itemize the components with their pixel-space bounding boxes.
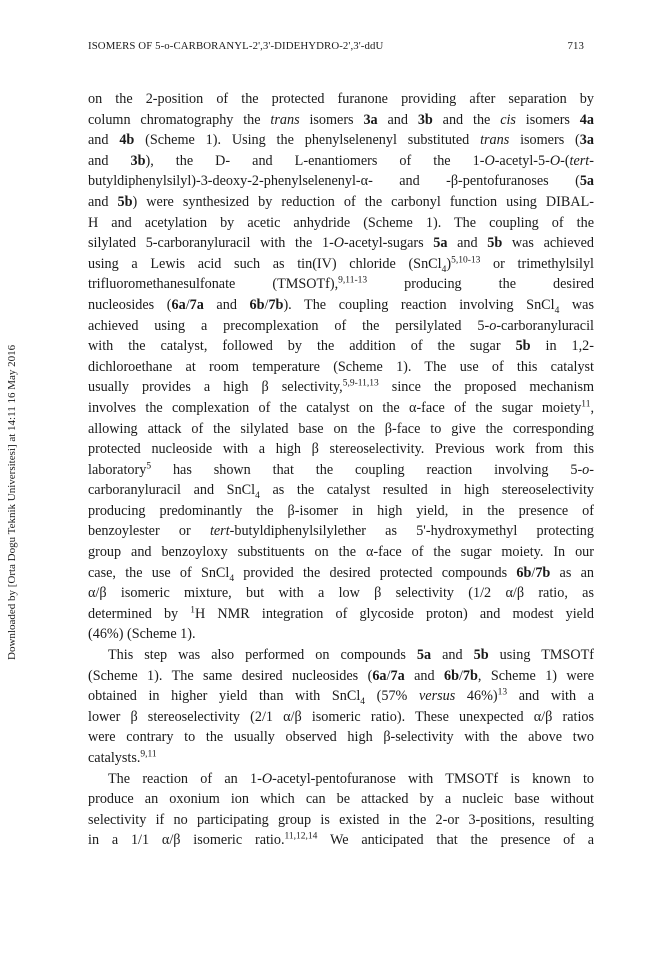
text-line: (Scheme 1). The same desired nucleosides (6a/7a and 6b/7b, Scheme 1) were [88,667,594,684]
text-line: benzoylester or tert-butyldiphenylsilylether as 5'-hydroxymethyl protecting [88,523,594,540]
running-title: ISOMERS OF 5-o-CARBORANYL-2',3'-DIDEHYDRO-2',3'-ddU [88,40,384,52]
text-line: α/β isomeric mixture, but with a low β selectivity (1/2 α/β ratio, as [88,585,594,602]
text-line: were contrary to the usually observed high β-selectivity with the above two [88,729,594,746]
text-line: The reaction of an 1-O-acetyl-pentofuranose with TMSOTf is known to [108,770,594,787]
text-line: obtained in higher yield than with SnCl$_4$ (57% versus 46%)$^{13}$ and with a [88,687,594,708]
text-line: nucleosides (6a/7a and 6b/7b). The coupling reaction involving SnCl$_4$ was [88,296,594,316]
text-line: silylated 5-carboranyluracil with the 1-O-acetyl-sugars 5a and 5b was achieved [88,235,594,252]
text-line: column chromatography the trans isomers 3a and 3b and the cis isomers 4a [88,111,594,128]
text-line: involves the complexation of the catalyst on the α-face of the sugar moiety$^{11}$, [88,399,594,416]
text-line: and 4b (Scheme 1). Using the phenylselenenyl substituted trans isomers (3a [88,132,594,149]
text-line: allowing attack of the silylated base on the β-face to give the corresponding [88,420,594,437]
text-line: on the 2-position of the protected furanone providing after separation by [88,91,594,107]
text-line: carboranyluracil and SnCl$_4$ as the catalyst resulted in high stereoselectivity [88,482,595,502]
text-line: dichloroethane at room temperature (Scheme 1). The use of this catalyst [88,358,594,375]
running-header [88,40,584,52]
text-line: This step was also performed on compounds 5a and 5b using TMSOTf [108,647,594,664]
text-line: group and benzoyloxy substituents on the α-face of the sugar moiety. In our [88,544,594,561]
text-line: and 5b) were synthesized by reduction of the carbonyl function using DIBAL- [88,193,594,210]
text-line: producing predominantly the β-isomer in high yield, in the presence of [88,502,594,519]
text-line: (46%) (Scheme 1). [88,626,196,643]
text-line: butyldiphenylsilyl)-3-deoxy-2-phenylselenenyl-α- and -β-pentofuranoses (5a [88,173,594,190]
text-line: catalysts.$^{9,11}$ [88,749,157,766]
text-line: with the catalyst, followed by the addition of the sugar 5b in 1,2- [88,338,594,355]
text-line: achieved using a precomplexation of the persilylated 5-o-carboranyluracil [88,317,594,334]
text-line: using a Lewis acid such as tin(IV) chloride (SnCl$_4$)$^{5,10-13}$ or trimethylsilyl [88,255,594,275]
main-text [88,89,594,851]
text-line: lower β stereoselectivity (2/1 α/β isomeric ratio). These unexpected α/β ratios [88,708,594,725]
text-line: determined by $^1$H NMR integration of glycoside proton) and modest yield [88,605,594,622]
text-line: selectivity if no participating group is existed in the 2-or 3-positions, resulting [88,811,594,828]
text-line: in a 1/1 α/β isomeric ratio.$^{11,12,14}$ We anticipated that the presence of a [88,831,594,849]
text-line: usually provides a high β selectivity,$^{5,9-11,13}$ since the proposed mechanism [88,378,595,396]
text-line: case, the use of SnCl$_4$ provided the desired protected compounds 6b/7b as an [88,564,594,584]
download-watermark: Downloaded by [Orta Dogu Teknik Universitesi] at 14:11 16 May 2016 [6,344,18,660]
text-line: protected nucleoside with a high β stereoselectivity. Previous work from this [88,441,594,458]
page-number: 713 [567,40,584,52]
text-line: produce an oxonium ion which can be attacked by a nucleic base without [88,791,594,808]
text-line: H and acetylation by acetic anhydride (Scheme 1). The coupling of the [88,214,594,231]
text-line: laboratory$^5$ has shown that the coupling reaction involving 5-o- [88,460,594,478]
text-line: and 3b), the D- and L-enantiomers of the 1-O-acetyl-5-O-(tert- [88,152,594,169]
text-line: trifluoromethanesulfonate (TMSOTf),$^{9,11-13}$ producing the desired [88,275,594,293]
